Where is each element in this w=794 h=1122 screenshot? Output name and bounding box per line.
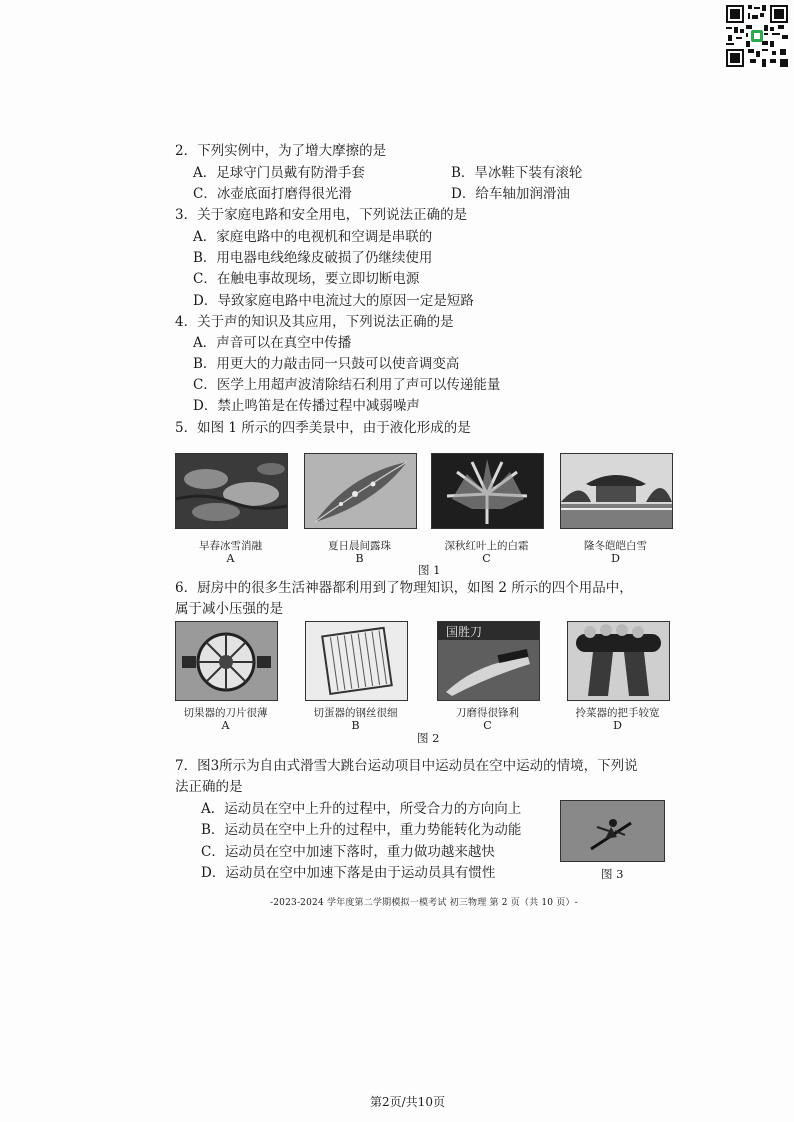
knife-brand-text: 国胜刀 [446, 625, 483, 639]
qr-code [724, 3, 790, 69]
apple-slicer-photo [175, 621, 278, 701]
fig1-caption-b: 夏日晨间露珠 [328, 540, 391, 552]
q2-option-d: D．给车轴加润滑油 [451, 186, 570, 202]
q4-option-a: A．声音可以在真空中传播 [193, 335, 352, 351]
figure-2-label: 图 2 [417, 731, 440, 745]
q7-option-a: A．运动员在空中上升的过程中，所受合力的方向向上 [201, 801, 522, 817]
fig2-letter-b: B [351, 719, 360, 732]
fig1-letter-a: A [226, 552, 235, 565]
fig1-letter-d: D [611, 552, 620, 565]
question-6-stem-line1: 6．厨房中的很多生活神器都利用到了物理知识，如图 2 所示的四个用品中， [175, 580, 633, 596]
q4-option-b: B．用更大的力敲击同一只鼓可以使音调变高 [193, 356, 460, 372]
ice-melting-photo [175, 453, 288, 529]
q2-option-c: C．冰壶底面打磨得很光滑 [193, 186, 352, 202]
figure-3-label: 图 3 [601, 867, 624, 881]
fig2-caption-a: 切果器的刀片很薄 [183, 707, 268, 719]
skier-photo [560, 800, 665, 862]
q7-option-b: B．运动员在空中上升的过程中，重力势能转化为动能 [201, 822, 522, 838]
bag-carrier-photo [567, 621, 670, 701]
question-6-stem-line2: 属于减小压强的是 [175, 601, 283, 617]
exam-footer: -2023-2024 学年度第二学期模拟一模考试 初三物理 第 2 页（共 10 页）- [270, 898, 578, 908]
q3-option-a: A．家庭电路中的电视机和空调是串联的 [193, 229, 433, 245]
fig1-caption-c: 深秋红叶上的白霜 [444, 540, 529, 552]
question-7-stem-line1: 7．图3所示为自由式滑雪大跳台运动项目中运动员在空中运动的情境，下列说 [175, 758, 638, 774]
q7-option-c: C．运动员在空中加速下落时，重力做功越来越快 [201, 844, 495, 860]
q2-option-b: B．旱冰鞋下装有滚轮 [451, 165, 583, 181]
frost-leaf-photo [431, 453, 544, 529]
page-number: 第2页/共10页 [370, 1095, 445, 1109]
q7-option-d: D．运动员在空中加速下落是由于运动员具有惯性 [201, 865, 496, 881]
fig2-caption-b: 切蛋器的钢丝很细 [313, 707, 398, 719]
q3-option-d: D．导致家庭电路中电流过大的原因一定是短路 [193, 293, 474, 309]
question-2-stem: 2．下列实例中，为了增大摩擦的是 [175, 143, 387, 159]
q4-option-c: C．医学上用超声波清除结石利用了声可以传递能量 [193, 377, 501, 393]
q3-option-b: B．用电器电线绝缘皮破损了仍继续使用 [193, 250, 433, 266]
fig2-caption-c: 刀磨得很锋利 [456, 707, 519, 719]
fig1-caption-d: 隆冬皑皑白雪 [584, 540, 647, 552]
q2-option-a: A．足球守门员戴有防滑手套 [193, 165, 365, 181]
q4-option-d: D．禁止鸣笛是在传播过程中减弱噪声 [193, 398, 420, 414]
fig1-letter-b: B [355, 552, 364, 565]
question-7-stem-line2: 法正确的是 [175, 779, 243, 795]
fig2-caption-d: 拎菜器的把手较宽 [575, 707, 660, 719]
dew-leaf-photo [304, 453, 417, 529]
figure-1-label: 图 1 [418, 563, 441, 577]
knife-photo [437, 621, 540, 701]
fig2-letter-c: C [483, 719, 492, 732]
fig2-letter-d: D [613, 719, 622, 732]
fig2-letter-a: A [221, 719, 230, 732]
fig1-caption-a: 早春冰雪消融 [199, 540, 262, 552]
question-4-stem: 4．关于声的知识及其应用，下列说法正确的是 [175, 314, 454, 330]
snow-pavilion-photo [560, 453, 673, 529]
fig1-letter-c: C [482, 552, 491, 565]
question-3-stem: 3．关于家庭电路和安全用电，下列说法正确的是 [175, 207, 468, 223]
q3-option-c: C．在触电事故现场，要立即切断电源 [193, 271, 420, 287]
egg-slicer-photo [305, 621, 408, 701]
question-5-stem: 5．如图 1 所示的四季美景中，由于液化形成的是 [175, 420, 471, 436]
